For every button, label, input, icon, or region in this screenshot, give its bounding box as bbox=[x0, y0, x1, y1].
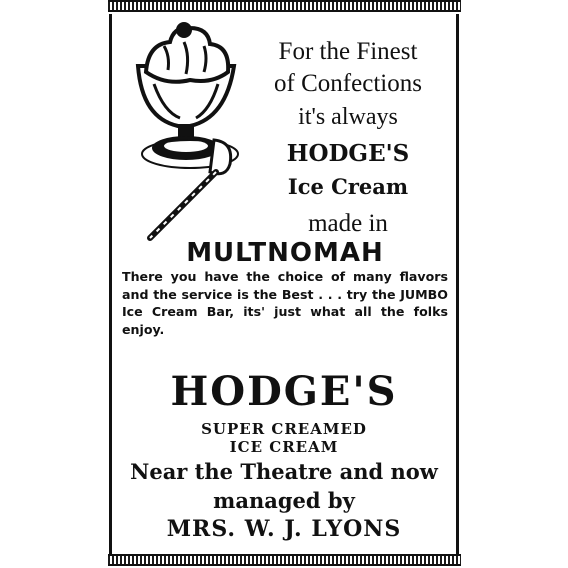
sundae-illustration bbox=[134, 22, 244, 244]
brand-small: HODGE'S bbox=[286, 140, 410, 167]
managed-by-text: managed by bbox=[213, 488, 355, 513]
product-small: Ice Cream bbox=[287, 174, 409, 199]
top-border-rule bbox=[108, 0, 461, 12]
bottom-border-rule bbox=[108, 554, 461, 566]
made-in-text: made in bbox=[308, 210, 388, 237]
manager-name: MRS. W. J. LYONS bbox=[166, 516, 402, 542]
place-name: MULTNOMAH bbox=[186, 238, 384, 268]
body-paragraph: There you have the choice of many flavors and the service is the Best . . . try the JUMBO Ice Cream Bar, its' just what all the folks enjoy. bbox=[122, 269, 448, 337]
subtitle-line-1: SUPER CREAMED bbox=[201, 420, 367, 438]
location-text: Near the Theatre and now bbox=[130, 459, 438, 484]
headline-line-3: it's always bbox=[298, 104, 398, 130]
subtitle-line-2: ICE CREAM bbox=[229, 438, 339, 456]
headline-line-2: of Confections bbox=[274, 70, 422, 97]
brand-large: HODGE'S bbox=[170, 368, 398, 415]
headline-line-1: For the Finest bbox=[278, 38, 418, 65]
